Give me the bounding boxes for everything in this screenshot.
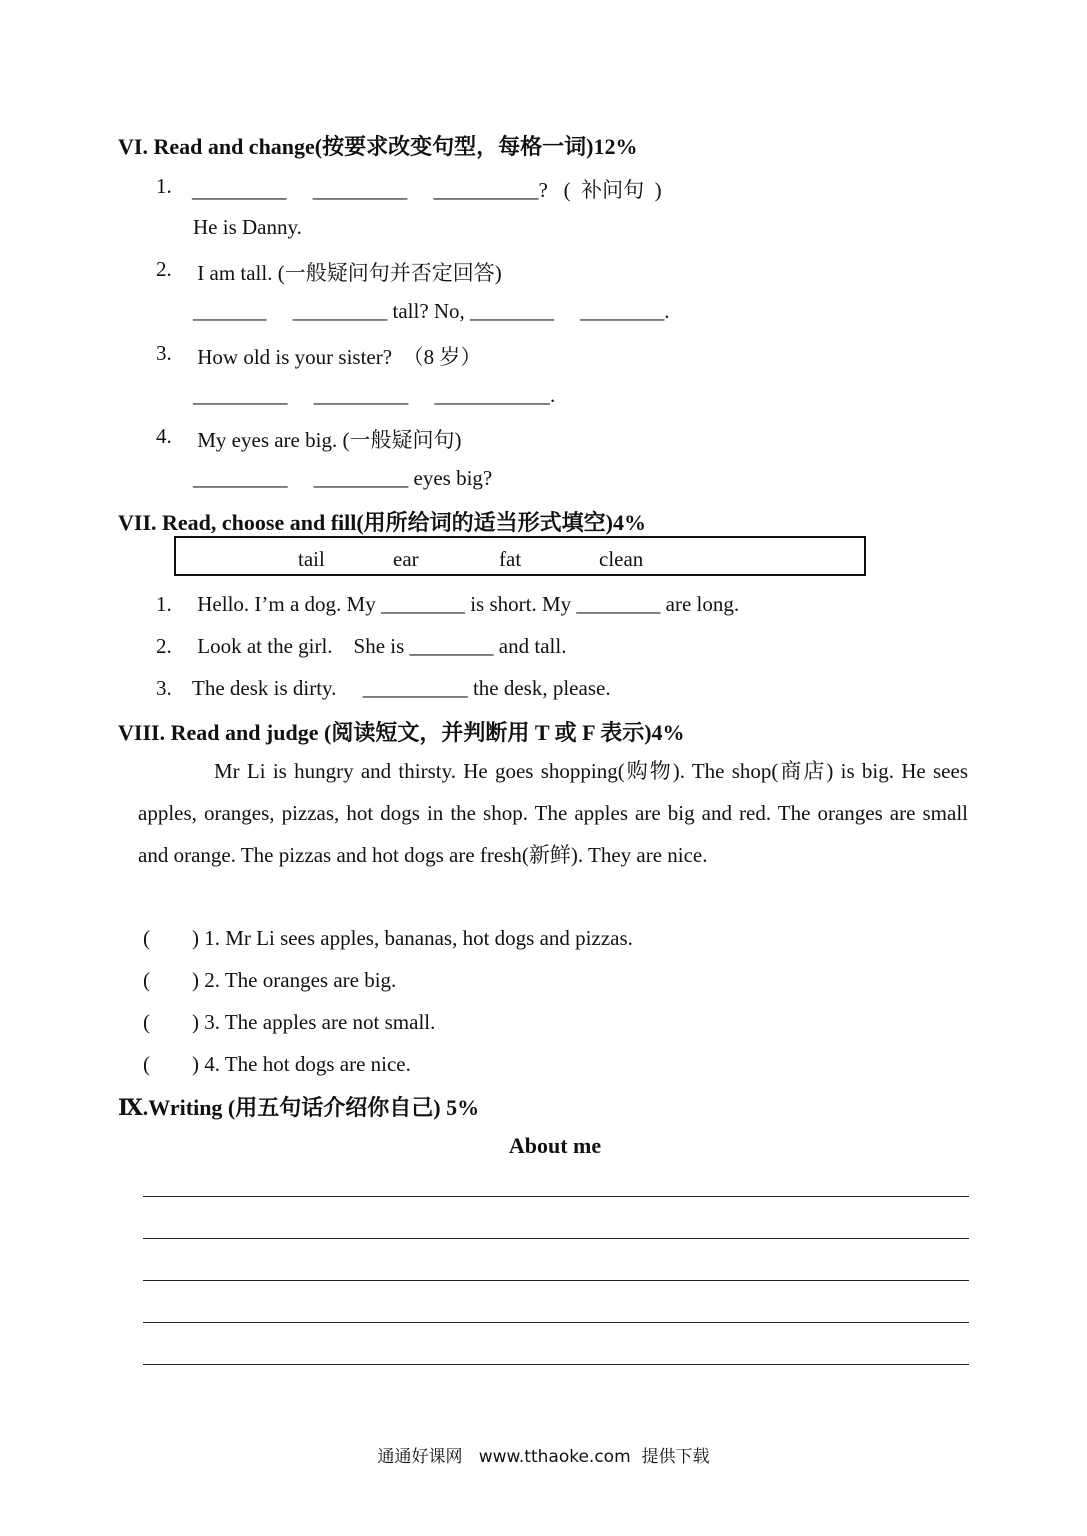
s6-item-4-number: 4. — [156, 424, 172, 448]
s7-item-1-text: Hello. I’m a dog. My ________ is short. My ________ are long. — [192, 592, 740, 616]
section-9-heading: Ⅸ.Writing (用五句话介绍你自己) 5% — [118, 1095, 480, 1120]
s6-item-2-question: I am tall. (一般疑问句并否定回答) — [192, 261, 502, 285]
s6-item-1-answer: He is Danny. — [193, 215, 302, 239]
s6-item-3-question: How old is your sister? （8 岁） — [192, 345, 482, 369]
s6-item-3-answer: _________ _________ ___________. — [193, 383, 556, 407]
word-bank-box — [174, 536, 866, 576]
writing-title: About me — [508, 1133, 602, 1158]
judge-item-2: ( ) 2. The oranges are big. — [143, 968, 397, 992]
judge-item-4: ( ) 4. The hot dogs are nice. — [143, 1052, 411, 1076]
s7-item-3-number: 3. — [156, 676, 172, 700]
s7-item-3-text: The desk is dirty. __________ the desk, please. — [192, 676, 611, 700]
s6-item-1-number: 1. — [156, 174, 172, 198]
s7-item-2-text: Look at the girl. She is ________ and tall. — [192, 634, 567, 658]
writing-line — [143, 1364, 969, 1365]
s6-item-4-question: My eyes are big. (一般疑问句) — [192, 428, 462, 452]
writing-line — [143, 1238, 969, 1239]
word-bank-word: clean — [599, 547, 644, 571]
s6-item-2-number: 2. — [156, 257, 172, 281]
s6-item-4-answer: _________ _________ eyes big? — [193, 466, 493, 490]
s6-item-3-number: 3. — [156, 341, 172, 365]
s7-item-2-number: 2. — [156, 634, 172, 658]
word-bank-word: tail — [298, 547, 325, 571]
s6-item-2-answer: _______ _________ tall? No, ________ ________. — [193, 299, 670, 323]
s6-item-1-question: _________ _________ __________? ( 补问句 ) — [192, 178, 662, 202]
writing-line — [143, 1322, 969, 1323]
reading-passage: Mr Li is hungry and thirsty. He goes shopping(购物). The shop(商店) is big. He sees apples, oranges, pizzas, hot dogs in the shop. The apples are big and red. The oranges are small and orange. The pizzas and hot dogs are fresh(新鲜). They are nice. — [138, 759, 968, 867]
writing-line — [143, 1280, 969, 1281]
section-8-heading: VIII. Read and judge (阅读短文，并判断用 T 或 F 表示)4% — [118, 720, 685, 745]
footer-source: 通通好课网 www.tthaoke.com 提供下载 — [377, 1447, 710, 1467]
word-bank-word: fat — [499, 547, 522, 571]
word-bank-word: ear — [393, 547, 419, 571]
section-7-heading: VII. Read, choose and fill(用所给词的适当形式填空)4% — [118, 510, 647, 535]
judge-item-3: ( ) 3. The apples are not small. — [143, 1010, 436, 1034]
section-6-heading: VI. Read and change(按要求改变句型，每格一词)12% — [118, 134, 638, 159]
s7-item-1-number: 1. — [156, 592, 172, 616]
judge-item-1: ( ) 1. Mr Li sees apples, bananas, hot dogs and pizzas. — [143, 926, 633, 950]
writing-line — [143, 1196, 969, 1197]
